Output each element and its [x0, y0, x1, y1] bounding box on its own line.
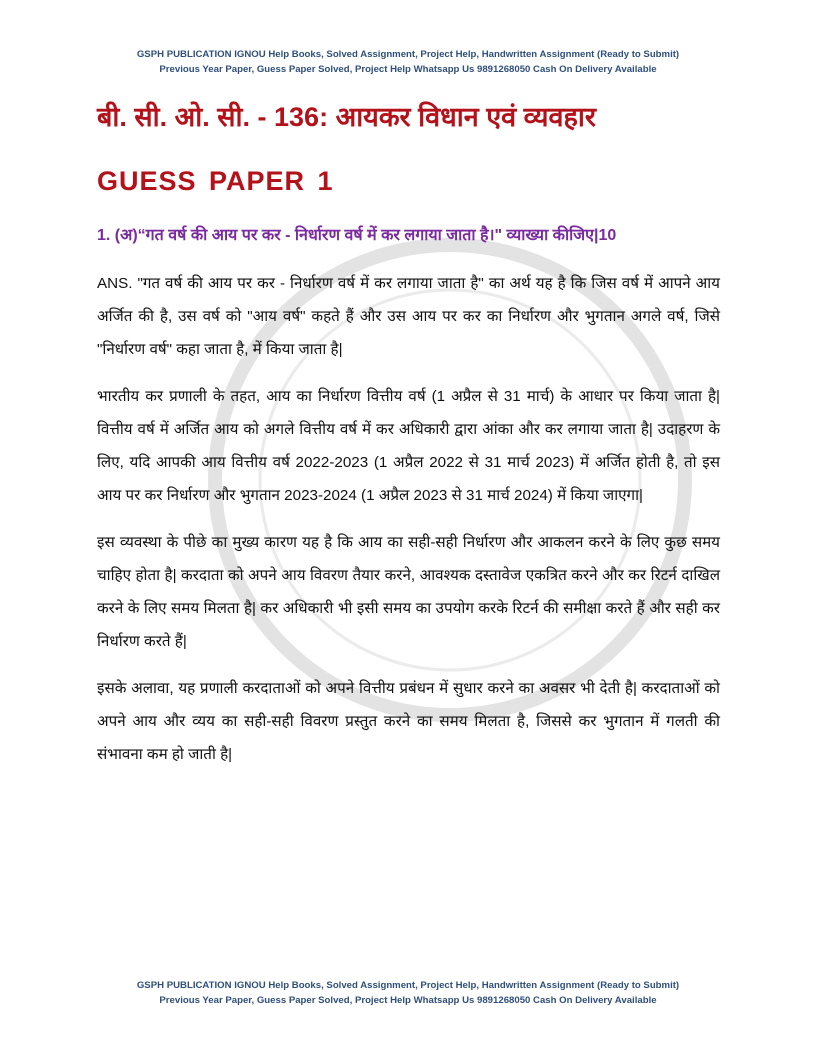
header-line-2: Previous Year Paper, Guess Paper Solved, Project Help Whatsapp Us 9891268050 Cash On Delivery Available	[159, 64, 657, 75]
header-line-1: GSPH PUBLICATION IGNOU Help Books, Solved Assignment, Project Help, Handwritten Assignment (Ready to Submit)	[136, 49, 680, 60]
page-content	[97, 98, 720, 785]
answer-paragraph: इसके अलावा, यह प्रणाली करदाताओं को अपने वित्तीय प्रबंधन में सुधार करने का अवसर भी देती है| करदाताओं को अपने आय और व्यय का सही-सही विवरण प्रस्तुत करने का समय मिलता है, जिससे कर भुगतान में गलती की संभावना कम हो जाती है|	[97, 680, 720, 763]
answer-body	[97, 267, 720, 771]
answer-paragraph: ANS. "गत वर्ष की आय पर कर - निर्धारण वर्ष में कर लगाया जाता है" का अर्थ यह है कि जिस वर्ष में आपने आय अर्जित की है, उस वर्ष को "आय वर्ष" कहते हैं और उस आय पर कर का निर्धारण और भुगतान अगले वर्ष, जिसे "निर्धारण वर्ष" कहा जाता है, में किया जाता है|	[97, 275, 720, 358]
answer-paragraph: इस व्यवस्था के पीछे का मुख्य कारण यह है कि आय का सही-सही निर्धारण और आकलन करने के लिए कुछ समय चाहिए होता है| करदाता को अपने आय विवरण तैयार करने, आवश्यक दस्तावेज एकत्रित करने और कर रिटर्न दाखिल करने के लिए समय मिलता है| कर अधिकारी भी इसी समय का उपयोग करके रिटर्न की समीक्षा करते हैं और सही कर निर्धारण करते हैं|	[97, 534, 720, 650]
page-header	[0, 47, 816, 77]
page-footer	[0, 978, 816, 1008]
question-1: 1. (अ)“गत वर्ष की आय पर कर - निर्धारण वर्ष में कर लगाया जाता है।" व्याख्या कीजिए|10	[97, 227, 617, 244]
document-title: बी. सी. ओ. सी. - 136: आयकर विधान एवं व्यवहार	[97, 102, 596, 132]
footer-line-1: GSPH PUBLICATION IGNOU Help Books, Solved Assignment, Project Help, Handwritten Assignment (Ready to Submit)	[136, 980, 680, 991]
guess-paper-heading: GUESS PAPER 1	[97, 166, 334, 196]
footer-line-2: Previous Year Paper, Guess Paper Solved, Project Help Whatsapp Us 9891268050 Cash On Delivery Available	[159, 995, 657, 1006]
answer-paragraph: भारतीय कर प्रणाली के तहत, आय का निर्धारण वित्तीय वर्ष (1 अप्रैल से 31 मार्च) के आधार पर किया जाता है| वित्तीय वर्ष में अर्जित आय को अगले वित्तीय वर्ष में कर अधिकारी द्वारा आंका और कर लगाया जाता है| उदाहरण के लिए, यदि आपकी आय वित्तीय वर्ष 2022-2023 (1 अप्रैल 2022 से 31 मार्च 2023) में अर्जित होती है, तो इस आय पर कर निर्धारण और भुगतान 2023-2024 (1 अप्रैल 2023 से 31 मार्च 2024) में किया जाएगा|	[97, 388, 720, 504]
